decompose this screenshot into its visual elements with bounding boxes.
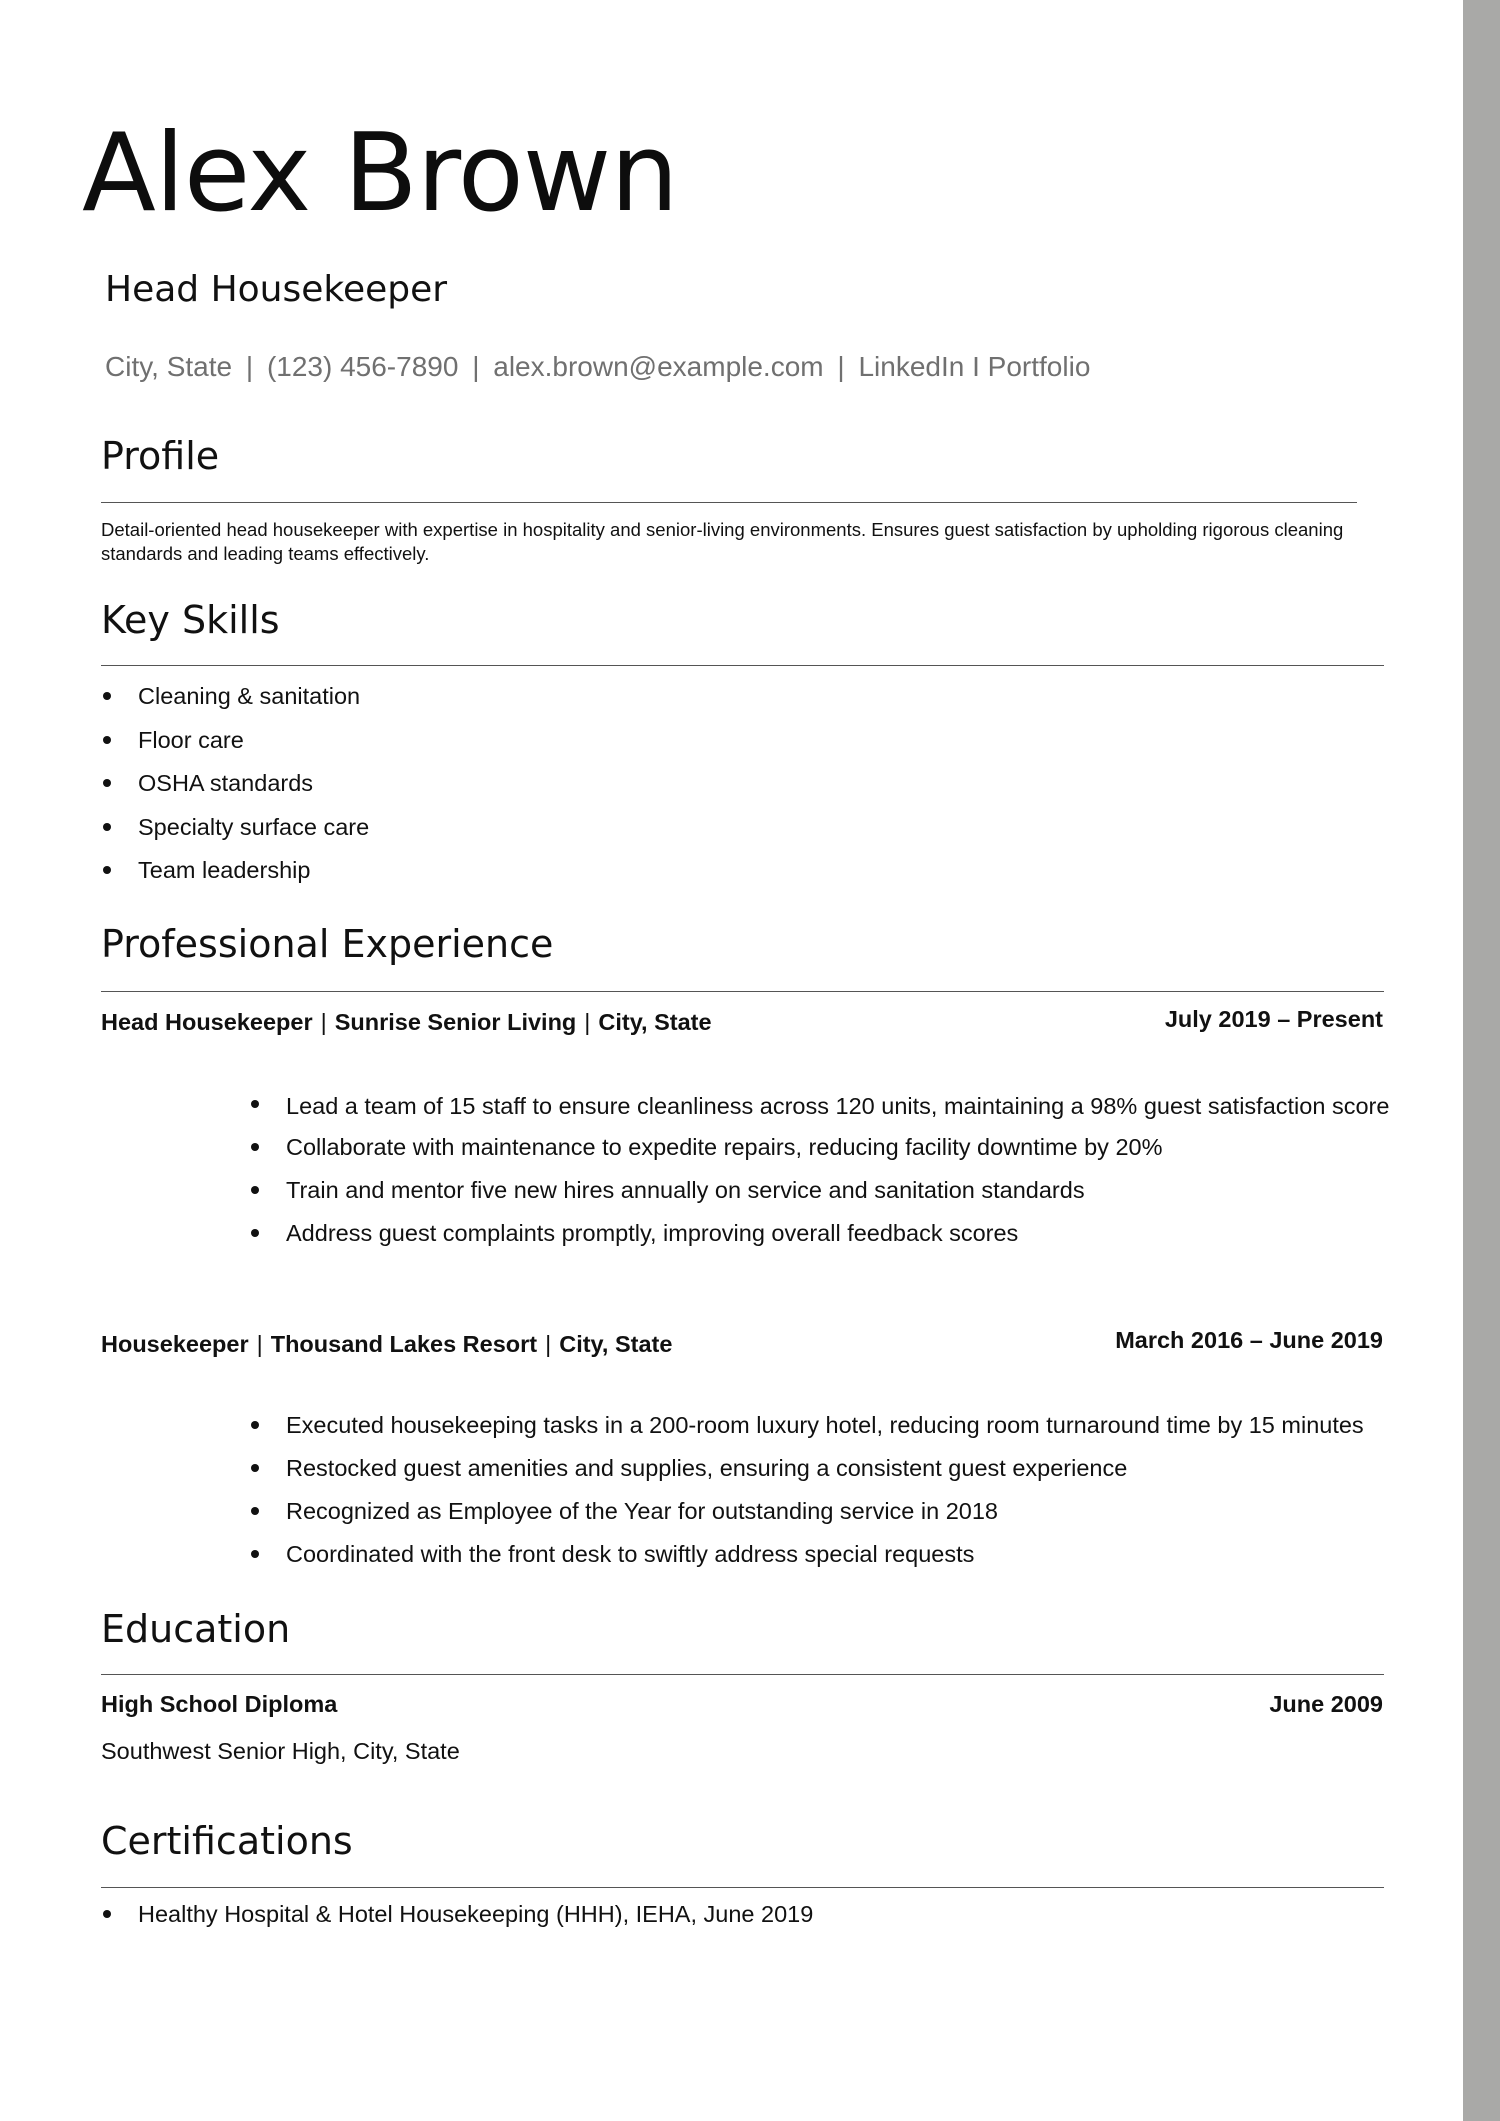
job-bullets (286, 1411, 1446, 1583)
section-divider (101, 1674, 1384, 1675)
skill-item: Team leadership (138, 856, 369, 884)
job-bullet: Address guest complaints promptly, improving overall feedback scores (286, 1219, 1446, 1247)
skills-list (138, 682, 369, 900)
candidate-name: Alex Brown (82, 111, 678, 236)
education-degree: High School Diploma (101, 1691, 338, 1717)
contact-divider: | (472, 351, 480, 382)
job-divider: | (320, 1009, 327, 1035)
certification-item: Healthy Hospital & Hotel Housekeeping (HHH), IEHA, June 2019 (138, 1901, 814, 1927)
skill-item: OSHA standards (138, 769, 369, 797)
section-divider (101, 1887, 1384, 1888)
job-bullet: Restocked guest amenities and supplies, ensuring a consistent guest experience (286, 1454, 1446, 1482)
job-bullet: Recognized as Employee of the Year for outstanding service in 2018 (286, 1497, 1446, 1525)
education-date: June 2009 (1269, 1691, 1383, 1717)
job-bullet: Coordinated with the front desk to swiftly address special requests (286, 1540, 1446, 1568)
link-separator: I (972, 351, 980, 382)
contact-phone: (123) 456-7890 (266, 351, 459, 382)
job-location: City, State (559, 1331, 673, 1357)
job-bullet: Lead a team of 15 staff to ensure cleanliness across 120 units, maintaining a 98% guest satisfaction score (286, 1090, 1446, 1122)
job-dates: March 2016 – June 2019 (1115, 1327, 1383, 1353)
skill-item: Cleaning & sanitation (138, 682, 369, 710)
profile-summary: Detail-oriented head housekeeper with expertise in hospitality and senior-living environments. Ensures guest satisfaction by upholding rigorous cleaning standards and leading teams effectively. (101, 519, 1344, 564)
contact-divider: | (837, 351, 845, 382)
job-company: Sunrise Senior Living (334, 1009, 577, 1035)
job-bullet: Collaborate with maintenance to expedite repairs, reducing facility downtime by 20% (286, 1133, 1446, 1161)
job-divider: | (256, 1331, 263, 1357)
skill-item: Floor care (138, 726, 369, 754)
job-bullet: Executed housekeeping tasks in a 200-room luxury hotel, reducing room turnaround time by 15 minutes (286, 1411, 1446, 1439)
job-bullets (286, 1090, 1446, 1262)
job-divider: | (584, 1009, 591, 1035)
contact-email[interactable]: alex.brown@example.com (493, 351, 824, 382)
job-heading (101, 1008, 712, 1036)
job-company: Thousand Lakes Resort (270, 1331, 538, 1357)
job-position: Head Housekeeper (101, 1009, 313, 1035)
job-heading (101, 1330, 672, 1358)
contact-divider: | (245, 351, 254, 382)
candidate-role: Head Housekeeper (105, 269, 448, 310)
section-divider (101, 665, 1384, 666)
section-title-experience: Professional Experience (101, 922, 554, 966)
portfolio-link[interactable]: Portfolio (987, 351, 1091, 382)
job-position: Housekeeper (101, 1331, 249, 1357)
section-title-education: Education (101, 1607, 291, 1651)
section-title-profile: Profile (101, 434, 220, 478)
job-location: City, State (598, 1009, 712, 1035)
scrollbar[interactable] (1463, 0, 1500, 2121)
section-title-certifications: Certifications (101, 1819, 353, 1863)
section-divider (101, 991, 1384, 992)
linkedin-link[interactable]: LinkedIn (858, 351, 965, 382)
job-dates: July 2019 – Present (1164, 1006, 1383, 1032)
job-bullet: Train and mentor five new hires annually on service and sanitation standards (286, 1176, 1446, 1204)
section-divider (101, 502, 1357, 503)
contact-location: City, State (105, 351, 233, 382)
education-school: Southwest Senior High, City, State (101, 1738, 460, 1764)
skill-item: Specialty surface care (138, 813, 370, 840)
contact-line (105, 350, 1090, 384)
section-title-skills: Key Skills (101, 598, 280, 642)
job-divider: | (545, 1331, 552, 1357)
certifications-list (138, 1900, 813, 1943)
